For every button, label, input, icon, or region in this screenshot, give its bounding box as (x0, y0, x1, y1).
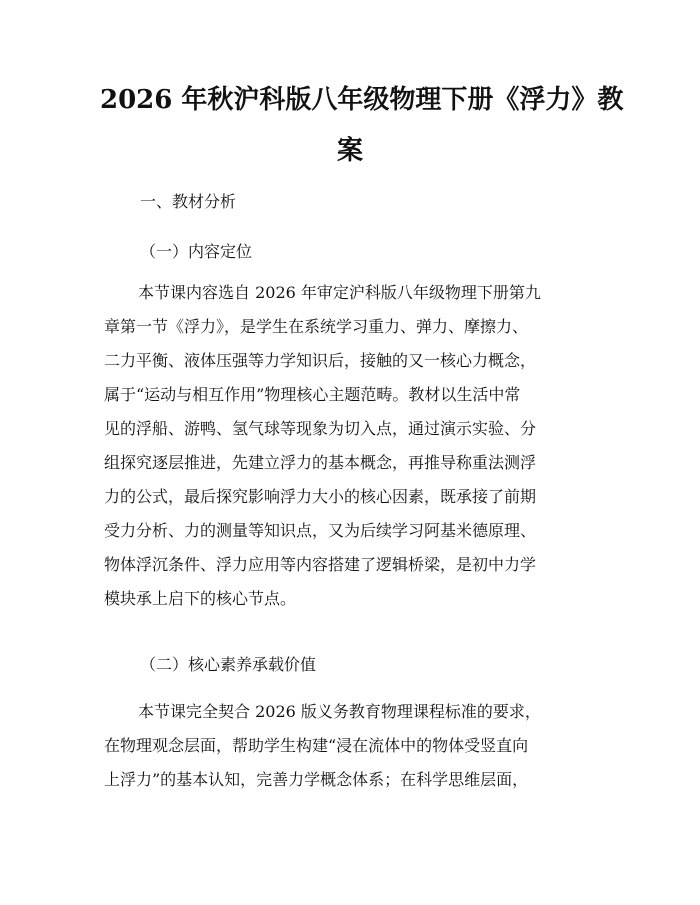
document-title-line-1: 2026 年秋沪科版八年级物理下册《浮力》教 (100, 85, 624, 115)
paragraph-line: 章第一节《浮力》，是学生在系统学习重力、弹力、摩擦力、 (104, 317, 529, 336)
paragraph-line: 本节课内容选自 2026 年审定沪科版八年级物理下册第九 (138, 283, 541, 302)
paragraph-line: 在物理观念层面，帮助学生构建“浸在流体中的物体受竖直向 (104, 736, 529, 755)
paragraph-line: 受力分析、力的测量等知识点，又为后续学习阿基米德原理、 (104, 521, 537, 540)
paragraph-line: 组探究逐层推进，先建立浮力的基本概念，再推导称重法测浮 (104, 453, 537, 472)
section-heading-textbook-analysis: 一、教材分析 (140, 192, 237, 211)
paragraph-line: 模块承上启下的核心节点。 (104, 589, 297, 608)
paragraph-line: 物体浮沉条件、浮力应用等内容搭建了逻辑桥梁，是初中力学 (104, 555, 537, 574)
subsection-heading-core-literacy: （二）核心素养承载价值 (140, 655, 317, 674)
paragraph-line: 上浮力”的基本认知，完善力学概念体系；在科学思维层面， (104, 770, 529, 789)
paragraph-line: 二力平衡、液体压强等力学知识后，接触的又一核心力概念， (104, 351, 537, 370)
paragraph-core-literacy (104, 695, 604, 797)
paragraph-line: 力的公式，最后探究影响浮力大小的核心因素，既承接了前期 (104, 487, 537, 506)
subsection-heading-content-positioning: （一）内容定位 (140, 242, 253, 261)
paragraph-line: 属于“运动与相互作用”物理核心主题范畴。教材以生活中常 (104, 385, 521, 404)
paragraph-line: 见的浮船、游鸭、氢气球等现象为切入点，通过演示实验、分 (104, 419, 537, 438)
paragraph-line: 本节课完全契合 2026 版义务教育物理课程标准的要求， (138, 702, 541, 721)
paragraph-content-positioning (104, 276, 604, 616)
document-title-line-2: 案 (336, 136, 363, 166)
